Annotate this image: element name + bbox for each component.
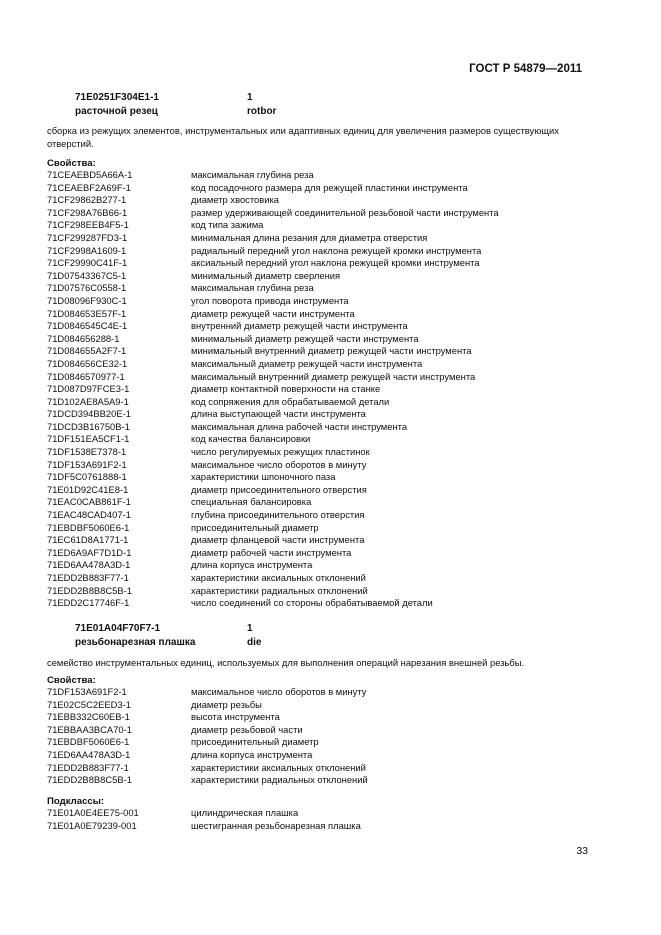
item-label: высота инструмента [191, 711, 280, 723]
class1-properties-list [47, 169, 499, 610]
list-item [47, 749, 368, 762]
item-label: число соединений со стороны обрабатываемой детали [191, 597, 433, 609]
item-label: код типа зажима [191, 219, 264, 231]
class1-name-ru: расточной резец [75, 106, 158, 117]
class2-header [75, 622, 261, 650]
item-label: внутренний диаметр режущей части инструмента [191, 320, 408, 332]
item-code: 71EAC0CAB861F-1 [47, 496, 131, 508]
list-item [47, 699, 368, 712]
item-code: 71EDD2B883F77-1 [47, 572, 129, 583]
list-item [47, 232, 499, 245]
class1-level: 1 [247, 92, 253, 103]
item-label: характеристики радиальных отклонений [191, 584, 368, 596]
class2-level: 1 [247, 623, 253, 634]
item-label: максимальная глубина реза [191, 169, 314, 180]
list-item [47, 762, 368, 775]
list-item [47, 711, 368, 724]
item-label: диаметр резьбовой части [191, 723, 303, 735]
item-label: минимальная длина резания для диаметра отверстия [191, 231, 428, 243]
list-item [47, 308, 499, 321]
class2-subclasses-list [47, 807, 361, 832]
item-label: шестигранная резьбонарезная плашка [191, 819, 361, 831]
list-item [47, 282, 499, 295]
item-label: диаметр хвостовика [191, 194, 279, 206]
item-label: максимальное число оборотов в минуту [191, 458, 367, 470]
list-item [47, 194, 499, 207]
item-label: максимальная длина рабочей части инструмента [191, 420, 408, 432]
item-code: 71EAC48CAD407-1 [47, 509, 131, 521]
item-code: 71D0846545C4E-1 [47, 320, 128, 332]
item-label: диаметр фланцевой части инструмента [191, 534, 365, 546]
item-code: 71CEAEBF2A69F-1 [47, 181, 131, 193]
item-code: 71ED6AA478A3D-1 [47, 559, 131, 571]
item-code: 71EDD2B8B8C5B-1 [47, 774, 132, 786]
item-code: 71DF153A691F2-1 [47, 458, 127, 470]
item-code: 71EBB332C60EB-1 [47, 711, 130, 723]
item-label: код качества балансировки [191, 433, 311, 445]
item-code: 71CF298EEB4F5-1 [47, 219, 129, 231]
class1-code: 71E0251F304E1-1 [75, 92, 159, 103]
class1-header [75, 91, 276, 119]
item-code: 71E02C5C2EED3-1 [47, 698, 131, 710]
list-item [47, 270, 499, 283]
item-code: 71CEAEBD5A66A-1 [47, 169, 133, 180]
list-item [47, 547, 499, 560]
item-label: минимальный диаметр сверления [191, 269, 341, 281]
item-label: радиальный передний угол наклона режущей кромки инструмента [191, 244, 482, 256]
item-label: минимальный диаметр режущей части инструмента [191, 332, 419, 344]
item-code: 71DF153A691F2-1 [47, 686, 127, 697]
list-item [47, 396, 499, 409]
item-code: 71EDD2B883F77-1 [47, 761, 129, 773]
item-code: 71EBBAA3BCA70-1 [47, 723, 132, 735]
class2-code: 71E01A04F70F7-1 [75, 623, 161, 634]
list-item [47, 585, 499, 598]
list-item [47, 807, 361, 820]
item-label: аксиальный передний угол наклона режущей кромки инструмента [191, 257, 480, 269]
class2-description: семейство инструментальных единиц, используемых для выполнения операций нарезания внешней резьбы. [47, 657, 525, 668]
list-item [47, 559, 499, 572]
item-code: 71ED6AA478A3D-1 [47, 748, 131, 760]
list-item [47, 459, 499, 472]
item-code: 71DCD3B16750B-1 [47, 420, 130, 432]
list-item [47, 471, 499, 484]
list-item [47, 433, 499, 446]
item-label: размер удерживающей соединительной резьбовой части инструмента [191, 206, 499, 218]
item-label: диаметр рабочей части инструмента [191, 546, 352, 558]
item-code: 71D0846570977-1 [47, 370, 125, 382]
list-item [47, 320, 499, 333]
standard-designation: ГОСТ Р 54879—2011 [469, 63, 582, 75]
item-code: 71DF151EA5CF1-1 [47, 433, 130, 445]
class2-name-ru: резьбонарезная плашка [75, 637, 196, 648]
item-code: 71D08096F930C-1 [47, 294, 127, 306]
list-item [47, 572, 499, 585]
item-code: 71EBDBF5060E6-1 [47, 736, 130, 748]
list-item [47, 219, 499, 232]
list-item [47, 686, 368, 699]
list-item [47, 295, 499, 308]
item-code: 71E01A0E4EE75-001 [47, 807, 139, 818]
item-code: 71CF298A76B66-1 [47, 206, 128, 218]
list-item [47, 207, 499, 220]
item-label: минимальный внутренний диаметр режущей части инструмента [191, 345, 472, 357]
list-item [47, 333, 499, 346]
item-label: характеристики радиальных отклонений [191, 774, 368, 786]
list-item [47, 245, 499, 258]
list-item [47, 522, 499, 535]
list-item [47, 408, 499, 421]
item-label: характеристики аксиальных отклонений [191, 572, 366, 583]
item-code: 71D084656CE32-1 [47, 357, 128, 369]
item-label: цилиндрическая плашка [191, 807, 299, 818]
item-label: максимальная глубина реза [191, 282, 314, 294]
item-label: присоединительный диаметр [191, 521, 319, 533]
item-label: длина корпуса инструмента [191, 559, 313, 571]
class2-subclasses-title: Подклассы: [47, 796, 105, 807]
list-item [47, 257, 499, 270]
item-code: 71EBDBF5060E6-1 [47, 521, 130, 533]
item-label: характеристики шпоночного паза [191, 471, 336, 483]
class1-description: сборка из режущих элементов, инструментальных или адаптивных единиц для увеличения размеров существующих отверстий. [47, 125, 559, 149]
list-item [47, 169, 499, 182]
list-item [47, 182, 499, 195]
item-code: 71ED6A9AF7D1D-1 [47, 546, 132, 558]
list-item [47, 345, 499, 358]
item-code: 71D087D97FCE3-1 [47, 383, 130, 395]
item-code: 71D084656288-1 [47, 332, 120, 344]
item-label: максимальное число оборотов в минуту [191, 686, 367, 697]
list-item [47, 736, 368, 749]
item-code: 71EC61D8A1771-1 [47, 534, 129, 546]
item-code: 71DF5C0761888-1 [47, 471, 127, 483]
list-item [47, 724, 368, 737]
item-code: 71D102AE8A5A9-1 [47, 395, 129, 407]
list-item [47, 446, 499, 459]
item-label: характеристики аксиальных отклонений [191, 761, 366, 773]
item-label: длина выступающей части инструмента [191, 408, 366, 420]
item-code: 71D07543367C5-1 [47, 269, 127, 281]
list-item [47, 371, 499, 384]
item-label: диаметр контактной поверхности на станке [191, 383, 381, 395]
item-code: 71DF1538E7378-1 [47, 446, 127, 458]
item-label: угол поворота привода инструмента [191, 294, 349, 306]
class2-properties-title: Свойства: [47, 675, 96, 686]
class2-properties-list [47, 686, 368, 787]
list-item [47, 358, 499, 371]
item-label: глубина присоединительного отверстия [191, 509, 365, 521]
item-label: код сопряжения для обрабатываемой детали [191, 395, 390, 407]
list-item [47, 509, 499, 522]
item-label: максимальный внутренний диаметр режущей части инструмента [191, 370, 476, 382]
list-item [47, 534, 499, 547]
item-label: максимальный диаметр режущей части инструмента [191, 357, 423, 369]
item-code: 71CF29990C41F-1 [47, 257, 128, 269]
item-code: 71CF299287FD3-1 [47, 231, 128, 243]
item-code: 71D084653E57F-1 [47, 307, 127, 319]
class1-properties-title: Свойства: [47, 158, 96, 169]
item-label: диаметр присоединительного отверстия [191, 483, 367, 495]
class1-name-en: rotbor [247, 106, 277, 117]
list-item [47, 496, 499, 509]
list-item [47, 774, 368, 787]
item-label: диаметр режущей части инструмента [191, 307, 355, 319]
item-code: 71DCD394BB20E-1 [47, 408, 131, 420]
item-label: число регулируемых режущих пластинок [191, 446, 370, 458]
item-code: 71E01A0E79239-001 [47, 819, 137, 831]
item-label: специальная балансировка [191, 496, 312, 508]
item-code: 71E01D92C41E8-1 [47, 483, 129, 495]
class2-name-en: die [247, 637, 262, 648]
page-number: 33 [576, 845, 588, 857]
item-label: длина корпуса инструмента [191, 748, 313, 760]
list-item [47, 820, 361, 833]
list-item [47, 484, 499, 497]
list-item [47, 421, 499, 434]
item-label: диаметр резьбы [191, 698, 262, 710]
item-code: 71D07576C0558-1 [47, 282, 127, 294]
item-code: 71CF29862B277-1 [47, 194, 127, 206]
item-code: 71EDD2B8B8C5B-1 [47, 584, 132, 596]
item-label: присоединительный диаметр [191, 736, 319, 748]
item-code: 71EDD2C17746F-1 [47, 597, 130, 609]
list-item [47, 597, 499, 610]
item-label: код посадочного размера для режущей пластинки инструмента [191, 181, 468, 193]
list-item [47, 383, 499, 396]
item-code: 71D084655A2F7-1 [47, 345, 127, 357]
item-code: 71CF2998A1609-1 [47, 244, 127, 256]
